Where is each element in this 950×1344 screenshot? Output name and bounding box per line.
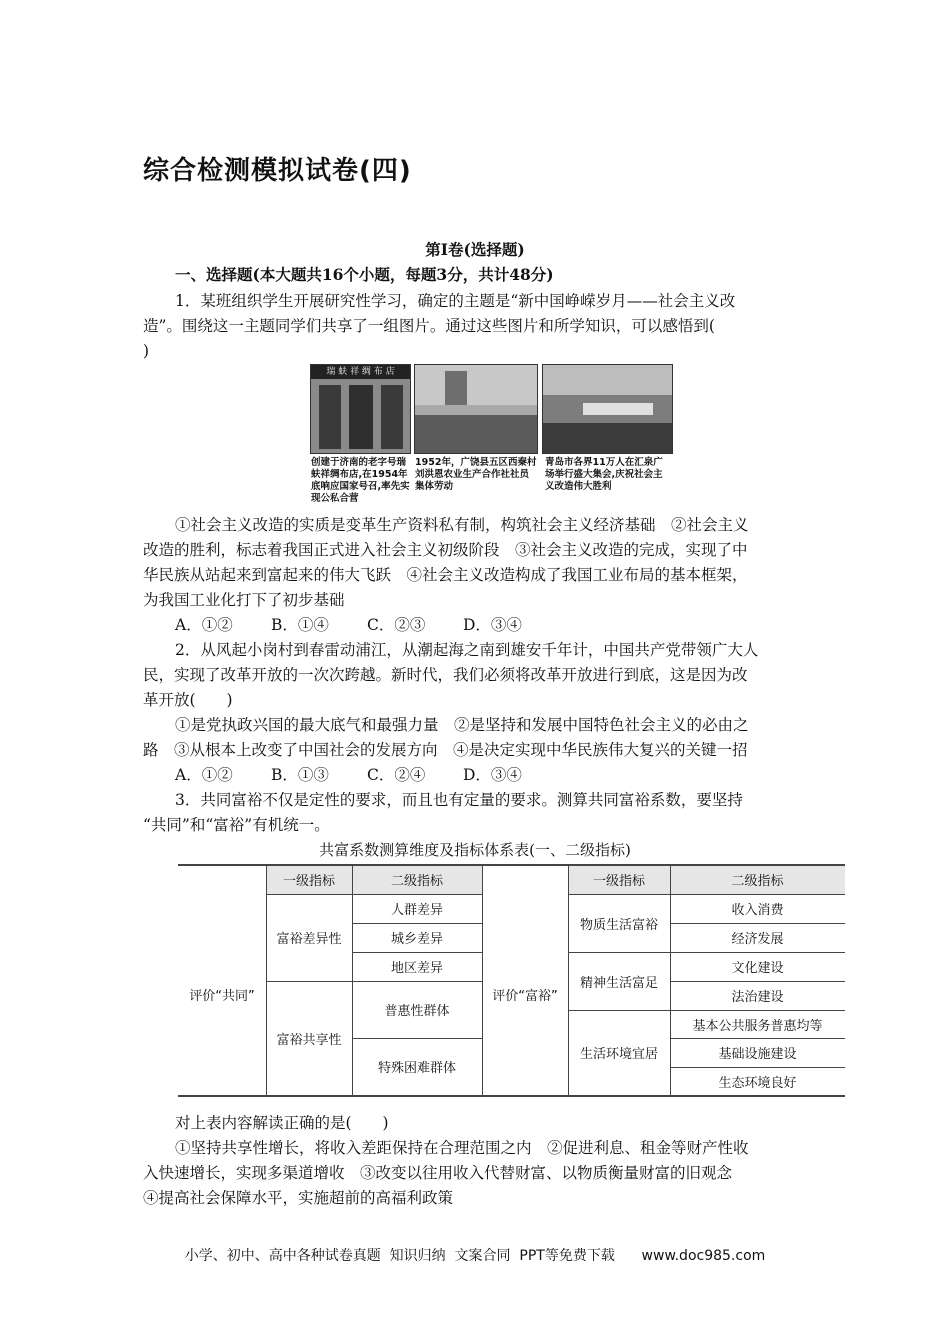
q1-option-d[interactable]: D．③④ [463,616,522,634]
indicator-table [178,864,845,1096]
q3-statement-line-3: ④提高社会保障水平，实施超前的高福利政策 [143,1189,454,1207]
q1-stem-line-3: ) [143,342,150,360]
table-cell: 普惠性群体 [384,1004,450,1019]
q1-statement-line-3: 华民族从站起来到富起来的伟大飞跃 ④社会主义改造构成了我国工业布局的基本框架， [143,566,748,584]
group-material-life: 物质生活富裕 [579,917,658,933]
group-wealth-difference: 富裕差异性 [276,932,342,947]
part-heading: 一、选择题(本大题共16个小题，每题3分，共计48分) [175,265,554,284]
photo-shop-front [310,364,411,454]
q3-stem-line-1: 3．共同富裕不仅是定性的要求，而且也有定量的要求。测算共同富裕系数，要坚持 [175,791,743,809]
q2-option-d[interactable]: D．③④ [463,766,522,784]
q1-statement-line-4: 为我国工业化打下了初步基础 [143,591,345,609]
table-cell: 基本公共服务普惠均等 [692,1018,823,1034]
footer-banner: 小学、初中、高中各种试卷真题 知识归纳 文案合同 PPT等免费下载 www.doc985.com [184,1248,766,1264]
q1-option-a[interactable]: A．①② [175,616,233,634]
table-cell: 基础设施建设 [718,1047,797,1062]
q1-stem-line-1: 1．某班组织学生开展研究性学习，确定的主题是“新中国峥嵘岁月——社会主义改 [175,292,736,310]
q1-statement-line-1: ①社会主义改造的实质是变革生产资料私有制，构筑社会主义经济基础 ②社会主义 [175,516,749,534]
q3-statement-line-1: ①坚持共享性增长，将收入差距保持在合理范围之内 ②促进利息、租金等财产性收 [175,1139,749,1157]
dimension-wealth: 评价“富裕” [492,989,558,1004]
q1-stem-line-2: 造”。围绕这一主题同学们共享了一组图片。通过这些图片和所学知识，可以感悟到( [143,317,715,335]
q2-stem-line-1: 2．从风起小岗村到春雷动浦江，从潮起海之南到雄安千年计，中国共产党带领广大人 [175,641,759,659]
header-level1-right: 一级指标 [592,873,645,889]
table-cell: 特殊困难群体 [377,1061,456,1076]
header-level2-right: 二级指标 [731,873,784,889]
q2-statement-line-2: 路 ③从根本上改变了中国社会的发展方向 ④是决定实现中华民族伟大复兴的关键一招 [143,741,748,759]
photo-strip [310,364,673,454]
table-cell: 收入消费 [731,903,784,918]
table-cell: 文化建设 [731,961,784,976]
group-spiritual-life: 精神生活富足 [579,975,658,991]
q2-option-c[interactable]: C．②④ [367,766,426,784]
photo-celebration-rally [542,364,673,454]
q2-stem-line-3: 革开放( ) [143,691,233,709]
q3-stem-line-2: “共同”和“富裕”有机统一。 [143,816,330,834]
table-cell: 地区差异 [390,961,443,976]
photo-caption-3: 青岛市各界11万人在汇泉广 场举行盛大集会,庆祝社会主 义改造伟大胜利 [545,457,663,492]
page-title: 综合检测模拟试卷(四) [143,156,412,186]
table-caption: 共富系数测算维度及指标体系表(一、二级指标) [319,841,631,859]
table-cell: 人群差异 [390,903,443,918]
q2-options [175,763,559,787]
q2-option-a[interactable]: A．①② [175,766,233,784]
table-cell: 法治建设 [731,990,784,1005]
header-level2-left: 二级指标 [390,873,443,889]
shop-sign: 瑞 蚨 祥 绸 布 店 [311,365,410,379]
section-heading: 第Ⅰ卷(选择题) [425,240,525,259]
q1-options [175,613,559,637]
group-wealth-sharing: 富裕共享性 [276,1032,342,1048]
q2-statement-line-1: ①是党执政兴国的最大底气和最强力量 ②是坚持和发展中国特色社会主义的必由之 [175,716,749,734]
table-cell: 生态环境良好 [718,1075,797,1091]
q1-option-c[interactable]: C．②③ [367,616,426,634]
q3-statement-line-2: 入快速增长，实现多渠道增收 ③改变以往用收入代替财富、以物质衡量财富的旧观念 [143,1164,733,1182]
q2-stem-line-2: 民，实现了改革开放的一次次跨越。新时代，我们必须将改革开放进行到底，这是因为改 [143,666,748,684]
photo-caption-1: 创建于济南的老字号瑞 蚨祥绸布店,在1954年 底响应国家号召,率先实 现公私合营 [311,457,410,504]
q1-option-b[interactable]: B．①④ [271,616,329,634]
table-cell: 城乡差异 [390,932,443,947]
table-cell: 经济发展 [731,932,784,947]
q1-statement-line-2: 改造的胜利，标志着我国正式进入社会主义初级阶段 ③社会主义改造的完成，实现了中 [143,541,748,559]
dimension-common: 评价“共同” [189,989,255,1004]
q2-option-b[interactable]: B．①③ [271,766,329,784]
q3-prompt: 对上表内容解读正确的是( ) [175,1114,389,1132]
photo-caption-2: 1952年，广饶县五区西秦村 刘洪恩农业生产合作社社员 集体劳动 [415,457,537,492]
group-living-environment: 生活环境宜居 [579,1047,658,1062]
photo-farm-labor [414,364,538,454]
header-level1-left: 一级指标 [282,873,335,889]
